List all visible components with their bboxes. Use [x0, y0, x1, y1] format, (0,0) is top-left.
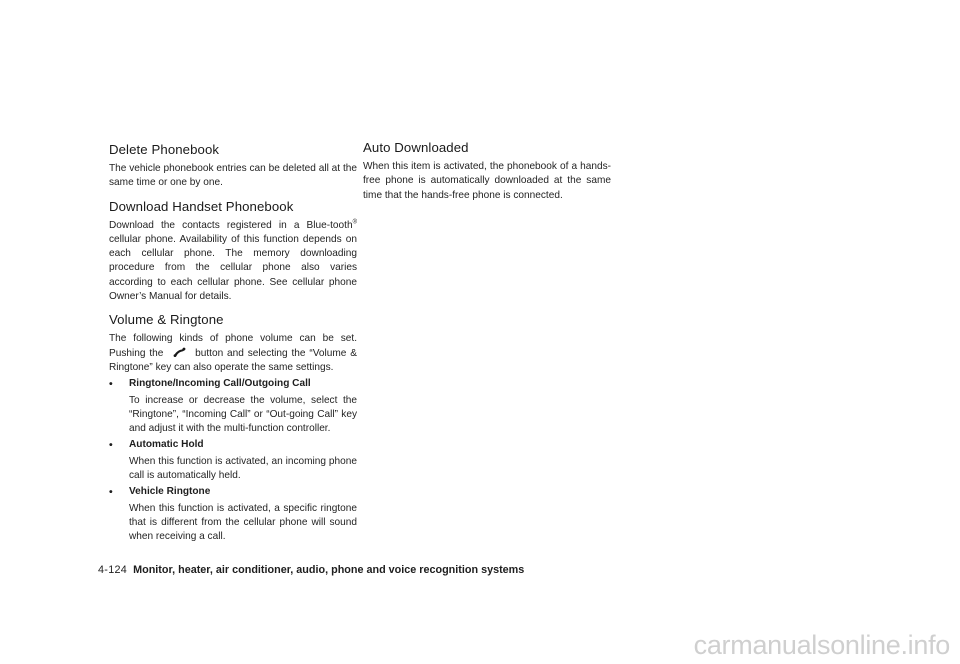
watermark: carmanualsonline.info — [693, 630, 950, 660]
bullet-text: To increase or decrease the volume, select the “Ringtone”, “Incoming Call” or “Out-going Call” key and adjust it with the multi-function controller. — [129, 394, 357, 435]
bullet-text: When this function is activated, an incoming phone call is automatically held. — [129, 455, 357, 482]
body-volume-ringtone — [109, 332, 357, 375]
section-delete-phonebook — [109, 142, 357, 191]
body-delete-phonebook: The vehicle phonebook entries can be deleted all at the same time or one by one. — [109, 163, 357, 189]
section-auto-downloaded — [363, 140, 611, 203]
section-volume-ringtone — [109, 312, 357, 544]
heading-volume-ringtone: Volume & Ringtone — [109, 312, 224, 328]
page-footer — [98, 564, 524, 576]
chapter-title: Monitor, heater, air conditioner, audio, phone and voice recognition systems — [133, 564, 525, 576]
right-column — [363, 140, 611, 211]
bullet-title: Automatic Hold — [129, 439, 204, 451]
bullet-ringtone-incoming-outgoing — [109, 377, 357, 436]
bullet-dot: • — [109, 378, 113, 391]
download-text-pre: Download the contacts registered in a Blue-tooth — [109, 219, 353, 231]
bullet-vehicle-ringtone — [109, 485, 357, 544]
body-auto-downloaded: When this item is activated, the phonebook of a hands-free phone is automatically downloaded at the same time that the hands-free phone is connected. — [363, 161, 611, 201]
section-download-handset-phonebook — [109, 199, 357, 305]
body-download-handset-phonebook — [109, 219, 357, 305]
bullet-dot: • — [109, 486, 113, 499]
page-number: 4-124 — [98, 564, 128, 576]
bullet-automatic-hold — [109, 438, 357, 483]
volume-intro-pre: The following kinds of phone volume can be set. Pushing the — [109, 333, 357, 359]
heading-auto-downloaded: Auto Downloaded — [363, 140, 469, 155]
left-column — [109, 142, 357, 553]
volume-intro-post: button and selecting the “Volume & Ringtone” key can also operate the same settings. — [109, 347, 357, 373]
heading-download-handset-phonebook: Download Handset Phonebook — [109, 198, 294, 214]
heading-delete-phonebook: Delete Phonebook — [109, 142, 220, 157]
bullet-text: When this function is activated, a specific ringtone that is different from the cellular phone will sound when receiving a call. — [129, 502, 357, 543]
registered-mark: ® — [352, 219, 357, 226]
bullet-title: Ringtone/Incoming Call/Outgoing Call — [129, 378, 311, 390]
bullet-dot: • — [109, 439, 113, 452]
download-text-post: cellular phone. Availability of this function depends on each cellular phone. The memory downloading procedure from the cellular phone also varies according to each cellular phone. See cellular phone Owner’s Manual for details. — [109, 233, 357, 303]
bullet-title: Vehicle Ringtone — [129, 486, 211, 498]
phone-icon — [167, 347, 191, 357]
